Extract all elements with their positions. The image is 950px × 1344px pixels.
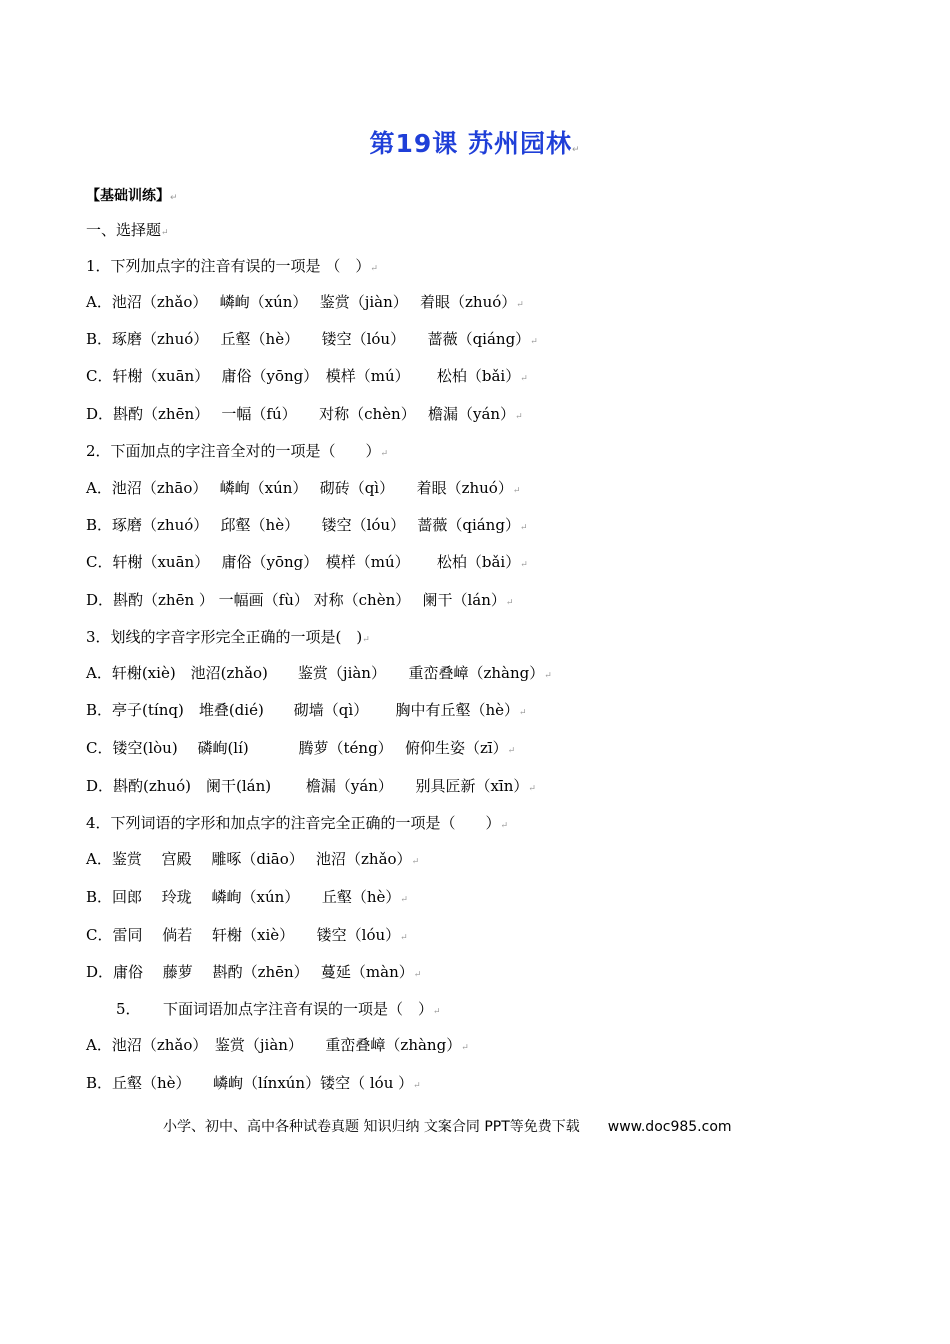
option-3a: A．轩榭(xiè) 池沼(zhǎo) 鉴赏（jiàn） 重峦叠嶂（zhàng）↵ [86,664,552,682]
option-5a: A．池沼（zhǎo） 鉴赏（jiàn） 重峦叠嶂（zhàng）↵ [86,1036,469,1054]
option-4c: C．雷同 倘若 轩榭（xiè） 镂空（lóu）↵ [86,926,408,944]
option-1a: A．池沼（zhǎo） 嶙峋（xún） 鉴赏（jiàn） 着眼（zhuó）↵ [86,293,524,311]
option-4b: B．回郎 玲珑 嶙峋（xún） 丘壑（hè）↵ [86,888,408,906]
page-title: 第19课 苏州园林↵ [369,129,581,158]
option-2a: A．池沼（zhāo） 嶙峋（xún） 砌砖（qì） 着眼（zhuó）↵ [86,479,521,497]
question-5: 5． 下面词语加点字注音有误的一项是（ ）↵ [86,1000,441,1018]
question-1: 1．下列加点字的注音有误的一项是 （ ）↵ [86,257,378,275]
option-5b: B．丘壑（hè） 嶙峋（línxún）镂空（ lóu ）↵ [86,1074,421,1092]
option-3c: C．镂空(lòu) 磷峋(lí) 腾萝（téng） 俯仰生姿（zī）↵ [86,739,516,757]
option-3b: B．亭子(tínq) 堆叠(dié) 砌墙（qì） 胸中有丘壑（hè）↵ [86,701,527,719]
option-2c: C．轩榭（xuān） 庸俗（yōng） 模样（mú） 松柏（bǎi）↵ [86,553,528,571]
option-2b: B．琢磨（zhuó） 邱壑（hè） 镂空（lóu） 蔷薇（qiáng）↵ [86,516,528,534]
option-3d: D．斟酌(zhuó) 阑干(lán) 檐漏（yán） 别具匠新（xīn）↵ [86,777,536,795]
option-4a: A．鉴赏 宫殿 雕啄（diāo） 池沼（zhǎo）↵ [86,850,420,868]
question-4: 4．下列词语的字形和加点字的注音完全正确的一项是（ ）↵ [86,814,509,832]
option-2d: D．斟酌（zhēn ） 一幅画（fù） 对称（chèn） 阑干（lán）↵ [86,591,514,609]
option-1c: C．轩榭（xuān） 庸俗（yōng） 模样（mú） 松柏（bǎi）↵ [86,367,528,385]
part-heading: 一、选择题↵ [86,221,169,239]
option-1d: D．斟酌（zhēn） 一幅（fú） 对称（chèn） 檐漏（yán）↵ [86,405,523,423]
option-4d: D．庸俗 藤萝 斟酌（zhēn） 蔓延（màn）↵ [86,963,422,981]
section-heading: 【基础训练】↵ [86,188,178,204]
question-3: 3．划线的字音字形完全正确的一项是( )↵ [86,628,370,646]
option-1b: B．琢磨（zhuó） 丘壑（hè） 镂空（lóu） 蔷薇（qiáng）↵ [86,330,538,348]
footer-text: 小学、初中、高中各种试卷真题 知识归纳 文案合同 PPT等免费下载 www.doc985.com [163,1119,732,1135]
question-2: 2．下面加点的字注音全对的一项是（ ）↵ [86,442,389,460]
